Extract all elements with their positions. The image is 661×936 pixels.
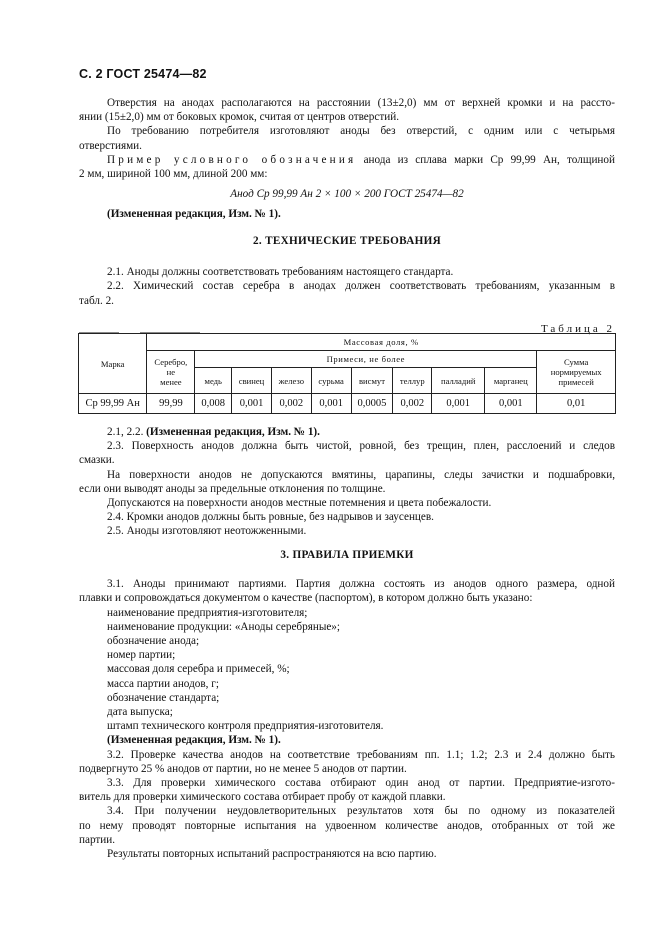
amendment-note-2 (79, 425, 615, 439)
clause-2-2a: 2.2. Химический состав серебра в анодах должен соответствовать требованиям, указанным в (107, 280, 615, 293)
amendment-note-1: (Измененная редакция, Изм. № 1). (107, 208, 281, 221)
list-item: обозначение стандарта; (107, 691, 220, 704)
clause-2-5: 2.5. Аноды изготовляют неотожженными. (107, 525, 307, 538)
clause-2-3e: Допускаются на поверхности анодов местные потемнения и цвета побежалости. (107, 497, 492, 510)
row-value: 0,002 (393, 394, 432, 414)
element-header: железо (271, 368, 311, 394)
element-header: марганец (485, 368, 537, 394)
clause-3-4c: партии. (79, 833, 116, 846)
amendment-prefix: 2.1, 2.2. (107, 426, 147, 438)
clause-3-3b: витель для проверки химического состава отбирает пробу от каждой плавки. (79, 791, 446, 804)
row-value: 0,001 (432, 394, 485, 414)
clause-3-4a: 3.4. При получении неудовлетворительных результатов хотя бы по одному из показателей (107, 805, 615, 818)
section-2-title: 2. ТЕХНИЧЕСКИЕ ТРЕБОВАНИЯ (252, 235, 442, 247)
element-header: медь (195, 368, 232, 394)
example-label: Пример условного обозначения (107, 153, 357, 166)
list-item: масса партии анодов, г; (107, 677, 219, 690)
clause-3-3a: 3.3. Для проверки химического состава отбирают один анод от партии. Предприятие-изгото- (107, 777, 615, 790)
silver-header (147, 351, 195, 394)
sum-header-l1: Сумма (563, 357, 589, 367)
element-header: свинец (232, 368, 272, 394)
example-rest: анода из сплава марки Ср 99,99 Ан, толщиной (356, 153, 616, 166)
silver-header-l2: не (166, 367, 176, 377)
sum-header-l3: примесей (558, 377, 594, 387)
sum-header-l2: нормируемых (550, 367, 602, 377)
clause-2-1: 2.1. Аноды должны соответствовать требованиям настоящего стандарта. (107, 266, 454, 279)
list-item: обозначение анода; (107, 635, 200, 648)
mass-fraction-header: Массовая доля, % (147, 334, 616, 351)
list-item: массовая доля серебра и примесей, %; (107, 663, 290, 676)
row-sum: 0,01 (537, 394, 616, 414)
clause-2-3b: смазки. (79, 454, 115, 467)
row-value: 0,002 (271, 394, 311, 414)
clause-2-3a: 2.3. Поверхность анодов должна быть чистой, ровной, без трещин, плен, расслоений и следов (107, 440, 615, 453)
example-dimensions: 2 мм, шириной 100 мм, длиной 200 мм: (79, 168, 268, 181)
clause-2-2b: табл. 2. (79, 294, 114, 307)
clause-2-3d: если они выводят аноды за предельные отклонения по толщине. (79, 482, 386, 495)
element-header: палладий (432, 368, 485, 394)
clause-3-5: Результаты повторных испытаний распространяются на всю партию. (107, 848, 437, 861)
intro-paragraph-1a: Отверстия на анодах располагаются на расстоянии (13±2,0) мм от верхней кромки и на рассто- (107, 97, 615, 109)
clause-2-3c: На поверхности анодов не допускаются вмятины, царапины, следы зачистки и подшабровки, (107, 468, 615, 481)
amendment-note-3: (Измененная редакция, Изм. № 1). (107, 734, 281, 747)
table-row (79, 394, 616, 414)
row-value: 0,001 (232, 394, 272, 414)
section-2-continued (79, 425, 615, 539)
col-mark-header: Марка (79, 334, 147, 394)
intro-paragraph-2a: По требованию потребителя изготовляют аноды без отверстий, с одним или с четырьмя (107, 125, 615, 138)
impurities-header: Примеси, не более (195, 351, 537, 368)
clause-2-4: 2.4. Кромки анодов должны быть ровные, без надрывов и заусенцев. (107, 511, 434, 524)
silver-header-l1: Серебро, (154, 357, 188, 367)
table-caption: Таблица 2 (540, 322, 615, 335)
row-value: 0,0005 (351, 394, 393, 414)
intro-paragraph-1b: янии (15±2,0) мм от боковых кромок, считая от центров отверстий. (79, 111, 399, 124)
example-line (79, 153, 615, 167)
row-value: 0,001 (485, 394, 537, 414)
element-header: висмут (351, 368, 393, 394)
row-silver: 99,99 (147, 394, 195, 414)
composition-table (78, 333, 616, 414)
sum-header (537, 351, 616, 394)
silver-header-l3: менее (160, 377, 182, 387)
designation-formula: Анод Ср 99,99 Ан 2 × 100 × 200 ГОСТ 25474—82 (230, 188, 464, 201)
clause-3-2b: подвергнуто 25 % анодов от партии, но не менее 5 анодов от партии. (79, 762, 407, 775)
list-item: дата выпуска; (107, 706, 173, 719)
clause-3-2a: 3.2. Проверке качества анодов на соответствие требованиям пп. 1.1; 1.2; 2.3 и 2.4 должно быть (107, 748, 615, 761)
list-item: наименование продукции: «Аноды серебряные»; (107, 620, 341, 633)
page-header: С. 2 ГОСТ 25474—82 (79, 67, 207, 81)
list-item: наименование предприятия-изготовителя; (107, 606, 308, 619)
row-value: 0,001 (311, 394, 351, 414)
clause-3-4b: по нему проводят повторные испытания на удвоенном количестве анодов, отобранных от той же (79, 819, 615, 832)
clause-3-1a: 3.1. Аноды принимают партиями. Партия должна состоять из анодов одного размера, одной (107, 578, 615, 591)
clause-3-1b: плавки и сопровождаться документом о качестве (паспортом), в котором должно быть указано: (79, 592, 533, 605)
intro-section (79, 96, 615, 222)
list-item: штамп технического контроля предприятия-изготовителя. (107, 720, 384, 733)
list-item: номер партии; (107, 649, 176, 662)
element-header: сурьма (311, 368, 351, 394)
section-3-title: 3. ПРАВИЛА ПРИЕМКИ (280, 549, 414, 561)
row-value: 0,008 (195, 394, 232, 414)
amendment-bold: (Измененная редакция, Изм. № 1). (146, 426, 320, 438)
section-2 (79, 234, 615, 336)
intro-paragraph-2b: отверстиями. (79, 139, 142, 152)
element-header: теллур (393, 368, 432, 394)
section-3 (79, 548, 615, 861)
row-mark: Ср 99,99 Ан (79, 394, 147, 414)
